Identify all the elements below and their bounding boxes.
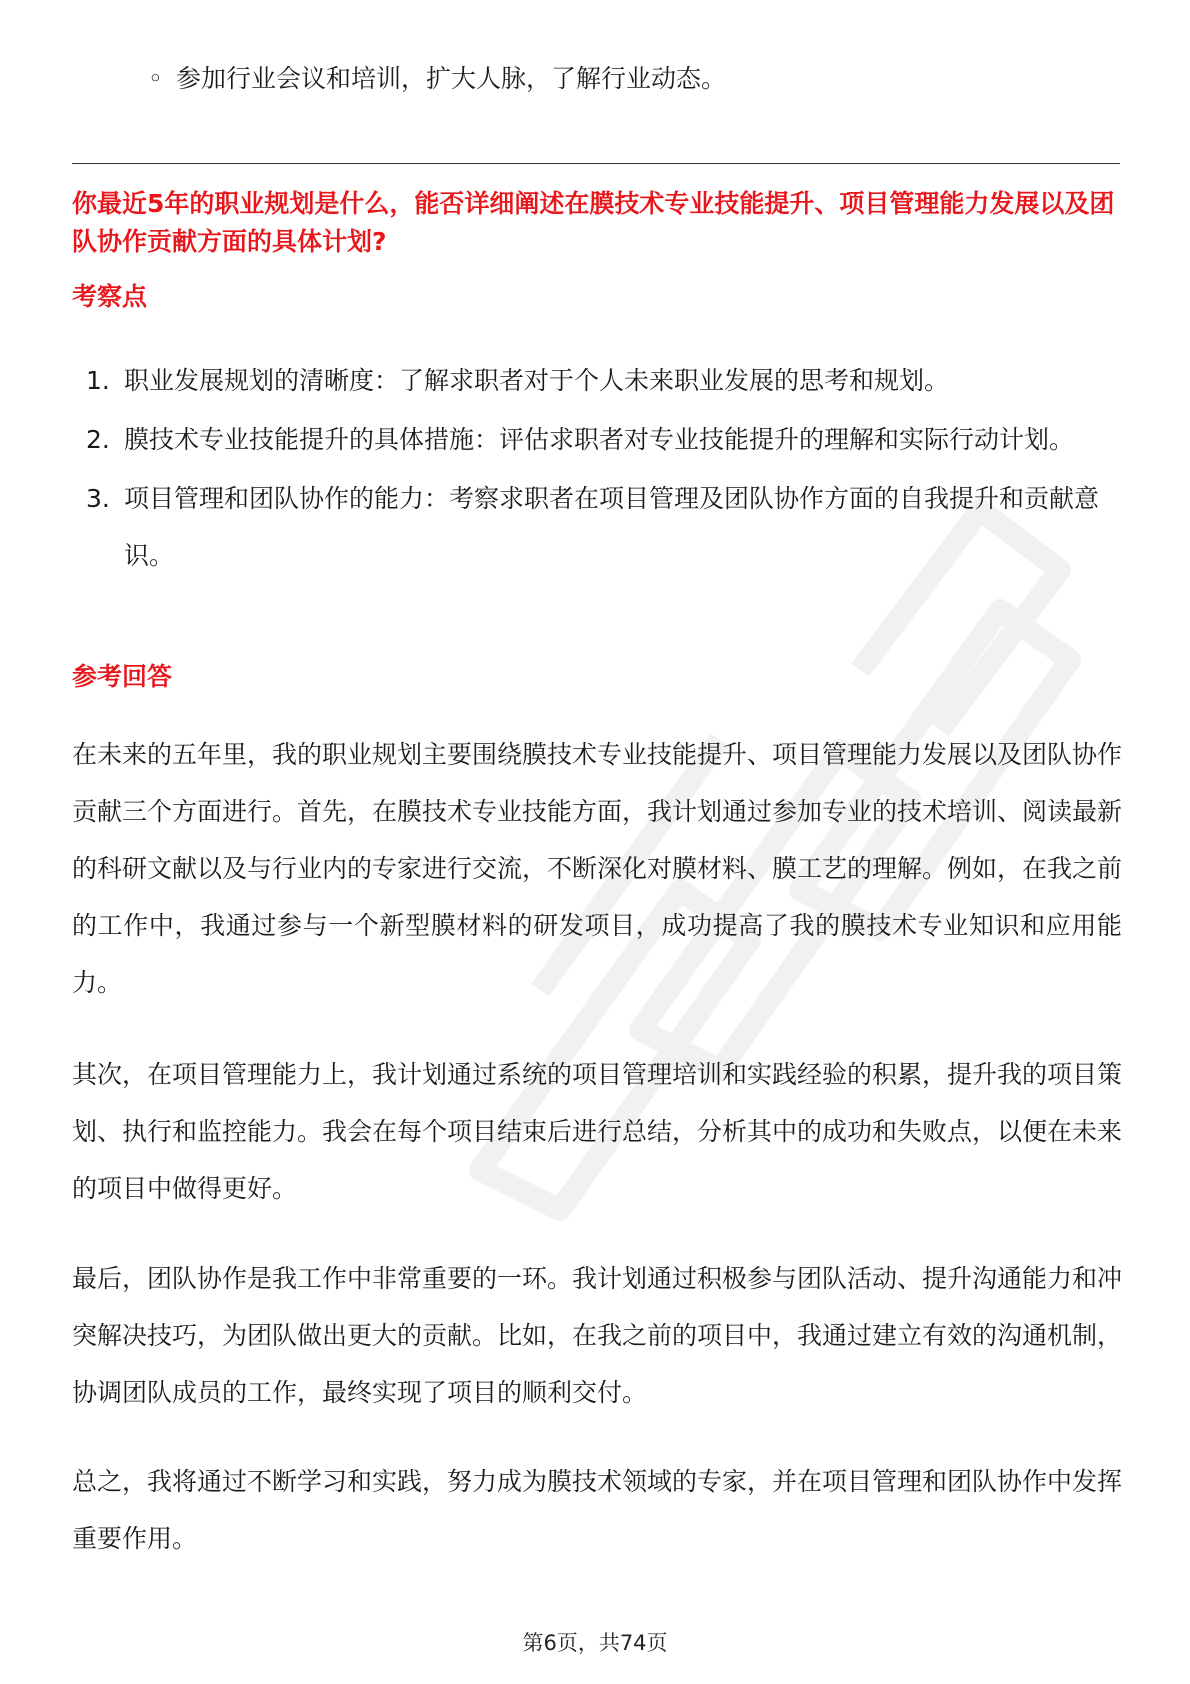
assessment-points-list — [72, 352, 1122, 586]
list-item-number: 3. — [86, 484, 110, 513]
answer-paragraph: 其次，在项目管理能力上，我计划通过系统的项目管理培训和实践经验的积累，提升我的项目策划、执行和监控能力。我会在每个项目结束后进行总结，分析其中的成功和失败点，以便在未来的项目中做得更好。 — [72, 1060, 1123, 1203]
assessment-points-heading: 考察点 — [72, 282, 148, 311]
list-item-text: 职业发展规划的清晰度：了解求职者对于个人未来职业发展的思考和规划。 — [124, 366, 950, 395]
list-item — [72, 411, 1122, 468]
page-number-footer: 第6页，共74页 — [522, 1631, 668, 1655]
answer-paragraph: 在未来的五年里，我的职业规划主要围绕膜技术专业技能提升、项目管理能力发展以及团队协作贡献三个方面进行。首先，在膜技术专业技能方面，我计划通过参加专业的技术培训、阅读最新的科研文献以及与行业内的专家进行交流，不断深化对膜材料、膜工艺的理解。例如，在我之前的工作中，我通过参与一个新型膜材料的研发项目，成功提高了我的膜技术专业知识和应用能力。 — [72, 740, 1123, 997]
answer-paragraph: 总之，我将通过不断学习和实践，努力成为膜技术领域的专家，并在项目管理和团队协作中发挥重要作用。 — [72, 1467, 1123, 1553]
reference-answer-heading: 参考回答 — [72, 662, 173, 691]
top-bullet-text: 参加行业会议和培训，扩大人脉，了解行业动态。 — [176, 64, 727, 93]
section-divider — [72, 163, 1120, 164]
answer-paragraph: 最后，团队协作是我工作中非常重要的一环。我计划通过积极参与团队活动、提升沟通能力和冲突解决技巧，为团队做出更大的贡献。比如，在我之前的项目中，我通过建立有效的沟通机制，协调团队成员的工作，最终实现了项目的顺利交付。 — [72, 1264, 1123, 1407]
top-bullet-item — [148, 62, 726, 96]
list-item — [72, 352, 1122, 409]
list-item-text: 膜技术专业技能提升的具体措施：评估求职者对专业技能提升的理解和实际行动计划。 — [124, 425, 1075, 454]
bullet-marker: ◦ — [148, 64, 163, 93]
list-item-number: 1. — [86, 366, 110, 395]
list-item-number: 2. — [86, 425, 110, 454]
list-item — [72, 470, 1122, 584]
list-item-text: 项目管理和团队协作的能力：考察求职者在项目管理及团队协作方面的自我提升和贡献意识。 — [124, 484, 1100, 570]
interview-question: 你最近5年的职业规划是什么，能否详细阐述在膜技术专业技能提升、项目管理能力发展以及团队协作贡献方面的具体计划? — [72, 189, 1115, 256]
